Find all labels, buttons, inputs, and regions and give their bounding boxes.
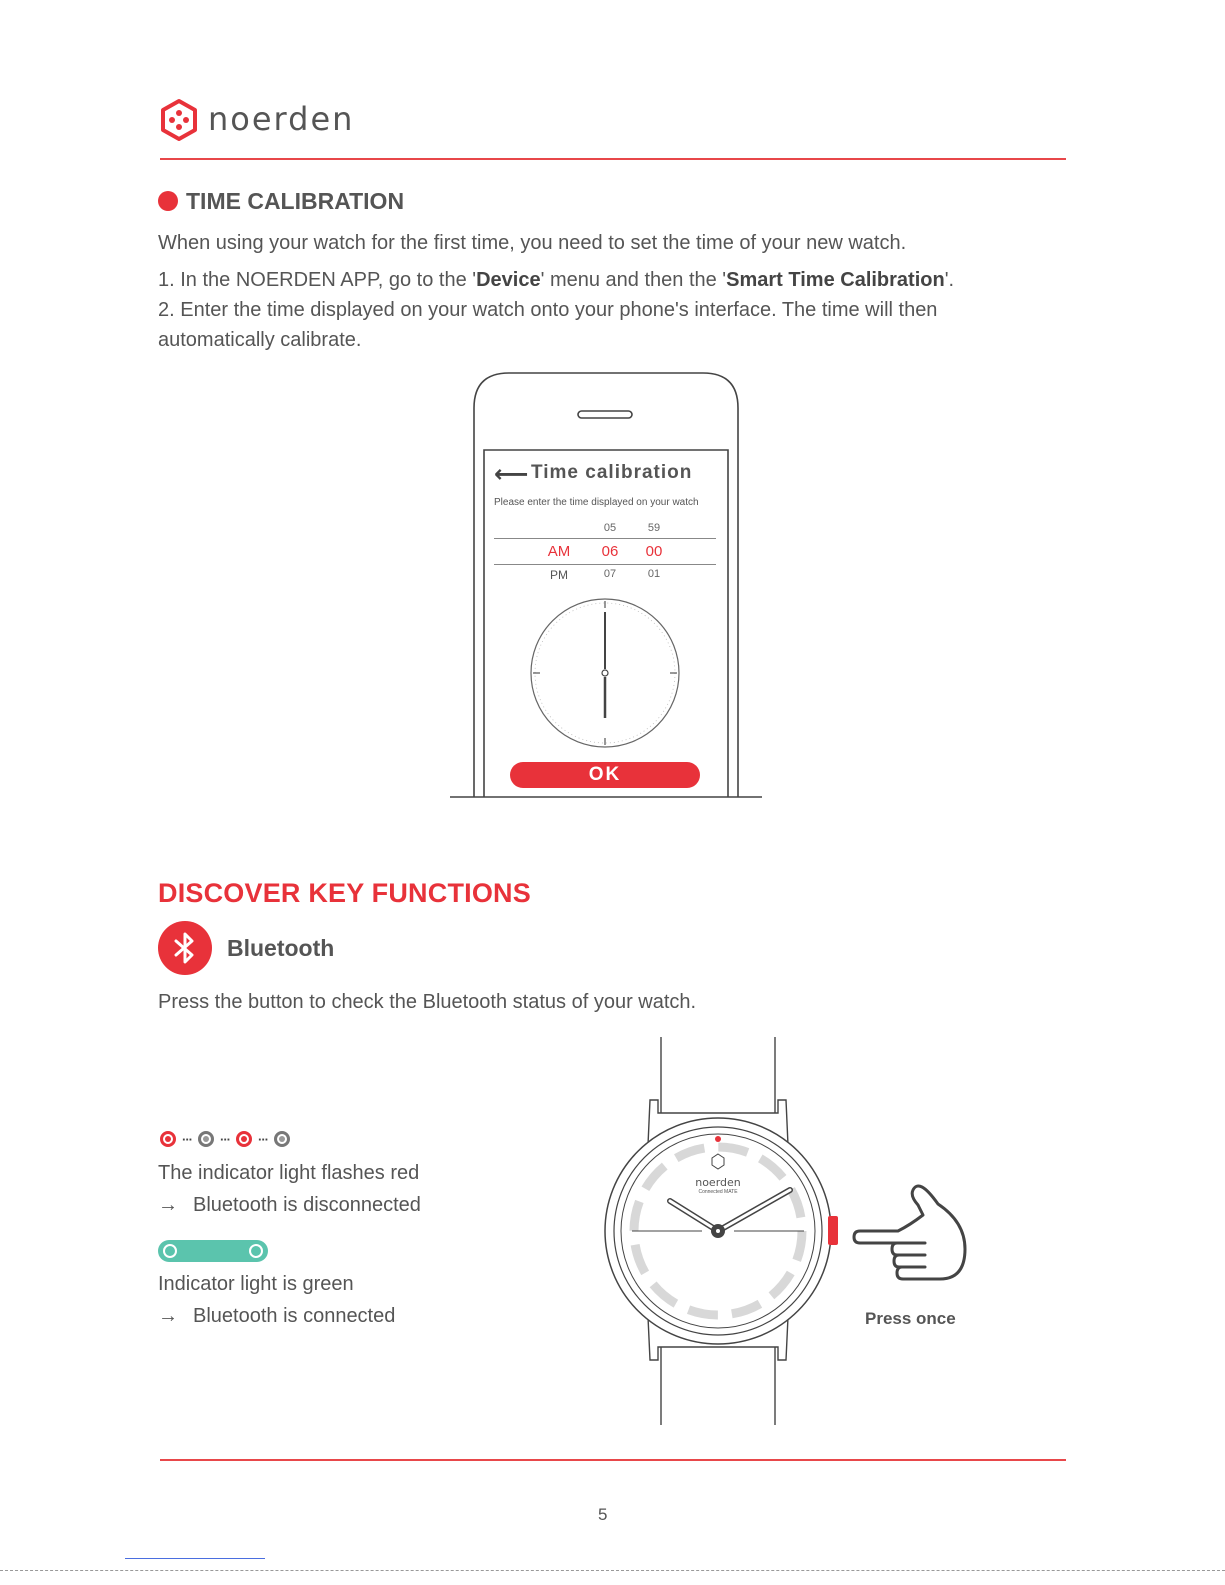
bluetooth-title: Bluetooth bbox=[227, 935, 335, 961]
scan-link-underline bbox=[125, 1558, 265, 1559]
picker-minute-below[interactable]: 01 bbox=[647, 568, 661, 580]
picker-hour-selected[interactable]: 06 bbox=[601, 543, 619, 560]
discover-title: DISCOVER KEY FUNCTIONS bbox=[158, 878, 531, 908]
screen-instruction: Please enter the time displayed on your watch bbox=[494, 497, 699, 508]
picker-hour-below[interactable]: 07 bbox=[603, 568, 617, 580]
picker-divider-top bbox=[494, 538, 716, 539]
led-red-icon bbox=[236, 1131, 252, 1147]
arrow-left-icon[interactable]: ⟵ bbox=[494, 461, 529, 488]
picker-ampm-below[interactable]: PM bbox=[550, 568, 568, 582]
ok-button[interactable]: OK bbox=[510, 762, 700, 788]
red-state-text: The indicator light flashes red bbox=[158, 1162, 420, 1184]
time-intro: When using your watch for the first time, you need to set the time of your new watch. bbox=[158, 232, 907, 254]
footer-divider bbox=[160, 1459, 1066, 1461]
picker-divider-bottom bbox=[494, 564, 716, 565]
step-1-device: Device bbox=[476, 269, 541, 291]
pointing-hand-icon bbox=[850, 1182, 975, 1284]
step-1-text-c: '. bbox=[944, 269, 955, 291]
red-led-sequence: ··· ··· ··· bbox=[160, 1131, 290, 1147]
watch-dial-preview bbox=[528, 596, 682, 750]
led-off-icon bbox=[198, 1131, 214, 1147]
watch-brand: noerden bbox=[695, 1176, 741, 1189]
page-number: 5 bbox=[598, 1505, 608, 1524]
page-edge-dashed-line bbox=[0, 1570, 1225, 1571]
picker-minute-above[interactable]: 59 bbox=[647, 522, 661, 534]
watch-illustration bbox=[590, 1035, 860, 1427]
press-once-label: Press once bbox=[865, 1309, 956, 1328]
time-calibration-title: TIME CALIBRATION bbox=[186, 188, 405, 214]
step-1-text-b: ' menu and then the ' bbox=[540, 269, 727, 291]
arrow-right-icon: → bbox=[158, 1194, 178, 1216]
picker-hour-above[interactable]: 05 bbox=[603, 522, 617, 534]
noerden-logo-icon bbox=[158, 98, 200, 142]
section-bullet bbox=[158, 191, 178, 211]
bluetooth-icon bbox=[158, 921, 212, 975]
watch-sub: Connected MATE bbox=[698, 1189, 738, 1195]
header-divider bbox=[160, 158, 1066, 160]
bluetooth-description: Press the button to check the Bluetooth status of your watch. bbox=[158, 991, 697, 1013]
led-red-icon bbox=[160, 1131, 176, 1147]
led-off-icon bbox=[274, 1131, 290, 1147]
step-2-line-2: automatically calibrate. bbox=[158, 329, 362, 351]
step-1 bbox=[158, 265, 954, 295]
step-2-line-1: 2. Enter the time displayed on your watch onto your phone's interface. The time will then bbox=[158, 299, 938, 321]
picker-ampm-selected[interactable]: AM bbox=[547, 543, 571, 560]
screen-title: Time calibration bbox=[531, 462, 693, 483]
green-state-text: Indicator light is green bbox=[158, 1273, 354, 1295]
picker-minute-selected[interactable]: 00 bbox=[645, 543, 663, 560]
green-state-result: Bluetooth is connected bbox=[193, 1305, 396, 1327]
step-1-text-a: 1. In the NOERDEN APP, go to the ' bbox=[158, 269, 477, 291]
step-1-smart-time: Smart Time Calibration bbox=[726, 269, 945, 291]
red-state-result: Bluetooth is disconnected bbox=[193, 1194, 421, 1216]
brand-name: noerden bbox=[208, 100, 355, 138]
arrow-right-icon: → bbox=[158, 1305, 178, 1327]
green-led-icon bbox=[158, 1240, 268, 1262]
